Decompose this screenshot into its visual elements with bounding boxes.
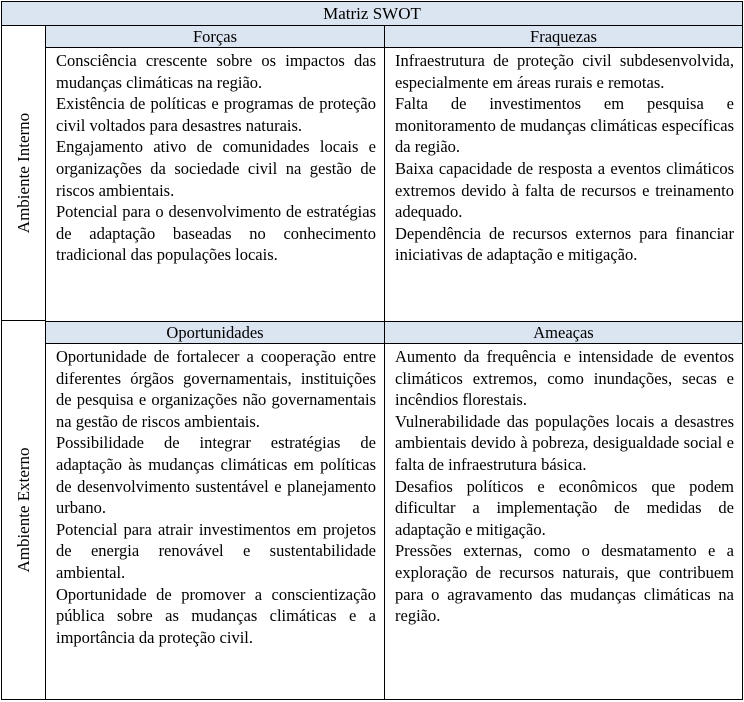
threats-header: Ameaças (385, 321, 742, 344)
opportunity-item: Potencial para atrair investimentos em projetos de energia renovável e sustentabilidade ambiental. (56, 519, 376, 582)
threats-cell (385, 344, 742, 699)
strength-item: Potencial para o desenvolvimento de estratégias de adaptação baseadas no conhecimento tradicional das populações locais. (56, 202, 376, 265)
opportunity-item: Oportunidade de promover a conscientização pública sobre as mudanças climáticas e a importância da proteção civil. (56, 584, 376, 647)
swot-matrix (1, 1, 743, 700)
opportunity-item: Oportunidade de fortalecer a cooperação entre diferentes órgãos governamentais, instituições de pesquisa e organizações não governamentais na gestão de riscos ambientais. (56, 347, 376, 431)
weakness-item: Dependência de recursos externos para financiar iniciativas de adaptação e mitigação. (395, 223, 734, 265)
row-label-external (2, 321, 46, 699)
opportunities-header: Oportunidades (46, 321, 385, 344)
weakness-item: Baixa capacidade de resposta a eventos climáticos extremos devido à falta de recursos e treinamento adequado. (395, 158, 734, 222)
opportunities-cell (46, 344, 385, 699)
strength-item: Engajamento ativo de comunidades locais e organizações da sociedade civil na gestão de riscos ambientais. (56, 137, 376, 200)
opportunity-item: Possibilidade de integrar estratégias de adaptação às mudanças climáticas em políticas de desenvolvimento sustentável e planejamento urbano. (56, 433, 376, 518)
strength-item: Consciência crescente sobre os impactos das mudanças climáticas na região. (56, 51, 376, 92)
threat-item: Aumento da frequência e intensidade de eventos climáticos extremos, como inundações, secas e incêndios florestais. (395, 347, 734, 410)
weakness-item: Infraestrutura de proteção civil subdesenvolvida, especialmente em áreas rurais e remotas. (395, 51, 734, 92)
weaknesses-cell (385, 48, 742, 321)
row-label-internal (2, 26, 46, 321)
strengths-cell (46, 48, 385, 321)
threat-item: Desafios políticos e econômicos que podem dificultar a implementação de medidas de adaptação e mitigação. (395, 476, 734, 539)
row-label-internal-text: Ambiente Interno (13, 112, 33, 234)
threat-item: Vulnerabilidade das populações locais a desastres ambientais devido à pobreza, desigualdade social e falta de infraestrutura básica. (395, 411, 734, 474)
threat-item: Pressões externas, como o desmatamento e a exploração de recursos naturais, que contribuem para o agravamento das mudanças climáticas na região. (395, 541, 734, 626)
strengths-header: Forças (46, 26, 385, 48)
strength-item: Existência de políticas e programas de proteção civil voltados para desastres naturais. (56, 94, 376, 135)
row-label-external-text: Ambiente Externo (13, 447, 33, 573)
weakness-item: Falta de investimentos em pesquisa e monitoramento de mudanças climáticas específicas da região. (395, 94, 734, 157)
matrix-title: Matriz SWOT (2, 2, 742, 26)
weaknesses-header: Fraquezas (385, 26, 742, 48)
